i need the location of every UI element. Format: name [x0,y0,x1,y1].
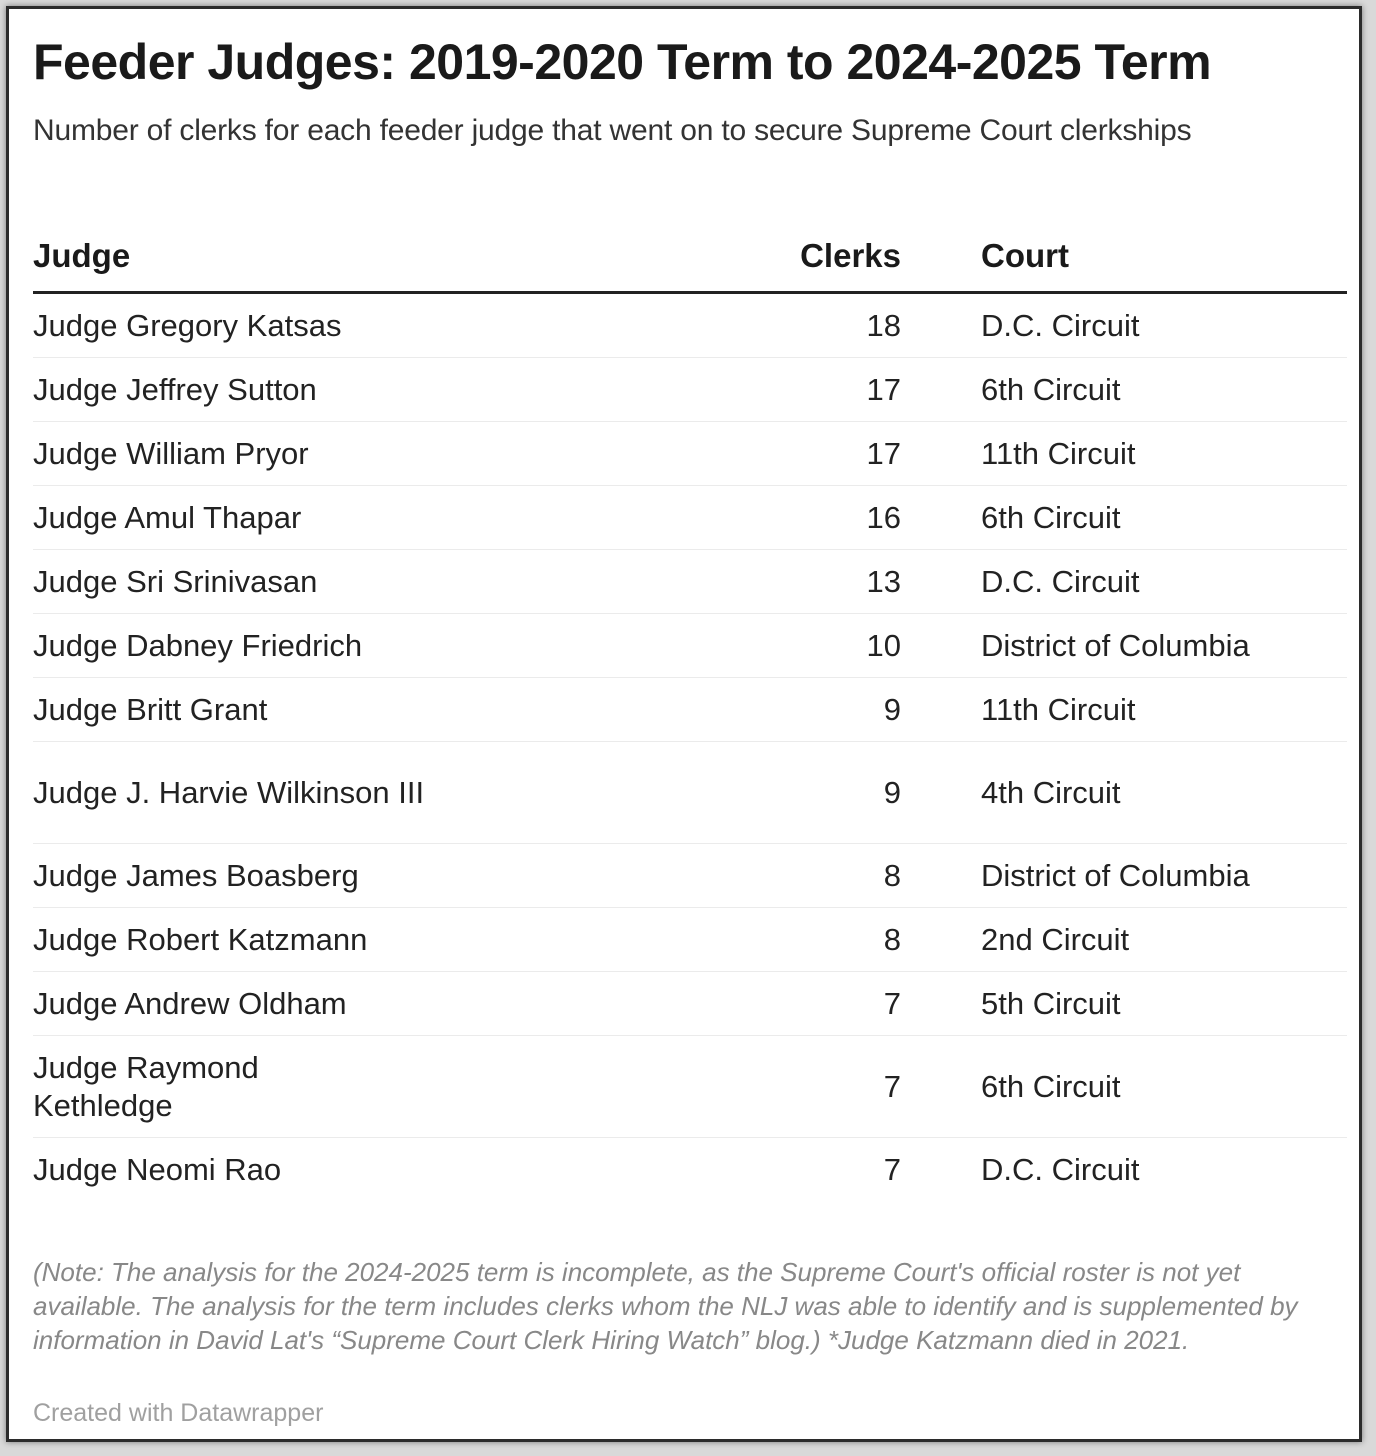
clerks-cell: 16 [673,486,905,550]
table-row [33,678,1347,742]
table-row [33,614,1347,678]
clerks-cell: 7 [673,1036,905,1138]
clerks-cell: 10 [673,614,905,678]
court-cell: D.C. Circuit [905,550,1347,614]
clerks-cell: 8 [673,908,905,972]
column-header-judge[interactable]: Judge [33,221,673,293]
judge-cell: Judge Robert Katzmann [33,908,673,972]
clerks-cell: 17 [673,422,905,486]
table-header-row [33,221,1347,293]
judge-cell: Judge Sri Srinivasan [33,550,673,614]
table-row [33,1138,1347,1202]
chart-subtitle: Number of clerks for each feeder judge that went on to secure Supreme Court clerkships [33,114,1192,147]
clerks-cell: 13 [673,550,905,614]
court-cell: 4th Circuit [905,742,1347,844]
court-cell: 2nd Circuit [905,908,1347,972]
judge-cell: Judge Raymond Kethledge [33,1036,673,1138]
court-cell: 6th Circuit [905,486,1347,550]
datawrapper-credit[interactable]: Created with Datawrapper [33,1399,324,1427]
clerks-cell: 9 [673,678,905,742]
table-row [33,358,1347,422]
table-row [33,550,1347,614]
clerks-cell: 18 [673,293,905,358]
table-row [33,1036,1347,1138]
court-cell: District of Columbia [905,844,1347,908]
table-row [33,742,1347,844]
judge-cell: Judge J. Harvie Wilkinson III [33,742,673,844]
court-cell: District of Columbia [905,614,1347,678]
column-header-clerks[interactable]: Clerks [673,221,905,293]
judge-cell: Judge Jeffrey Sutton [33,358,673,422]
court-cell: 5th Circuit [905,972,1347,1036]
chart-frame [6,6,1362,1442]
table-row [33,422,1347,486]
judge-cell: Judge Amul Thapar [33,486,673,550]
column-header-court[interactable]: Court [905,221,1347,293]
clerks-cell: 9 [673,742,905,844]
chart-title: Feeder Judges: 2019-2020 Term to 2024-2025 Term [33,34,1212,90]
clerks-cell: 17 [673,358,905,422]
court-cell: 6th Circuit [905,358,1347,422]
judge-cell: Judge Andrew Oldham [33,972,673,1036]
clerks-cell: 8 [673,844,905,908]
judge-cell: Judge James Boasberg [33,844,673,908]
clerks-cell: 7 [883,1151,901,1187]
judge-cell: Judge Gregory Katsas [33,293,673,358]
judge-cell: Judge Dabney Friedrich [33,614,673,678]
clerks-cell: 7 [673,972,905,1036]
judge-cell: Judge Britt Grant [33,678,673,742]
feeder-judges-table [33,221,1347,1201]
judge-cell: Judge Neomi Rao [33,1151,282,1187]
court-cell: D.C. Circuit [905,293,1347,358]
table-row [33,486,1347,550]
table-row [33,972,1347,1036]
table-row [33,908,1347,972]
table-body [33,293,1347,1202]
table-row [33,844,1347,908]
court-cell: 11th Circuit [905,422,1347,486]
court-cell: D.C. Circuit [981,1151,1140,1187]
judge-cell: Judge William Pryor [33,422,673,486]
chart-container [33,31,1347,1427]
court-cell: 11th Circuit [905,678,1347,742]
chart-note: (Note: The analysis for the 2024-2025 term is incomplete, as the Supreme Court's official roster is not yet available. The analysis for the term includes clerks whom the NLJ was able to identify and is supplemented by information in David Lat's “Supreme Court Clerk Hiring Watch” blog.) *Judge Katzmann died in 2021. [33,1257,1298,1355]
table-row [33,293,1347,358]
court-cell: 6th Circuit [905,1036,1347,1138]
